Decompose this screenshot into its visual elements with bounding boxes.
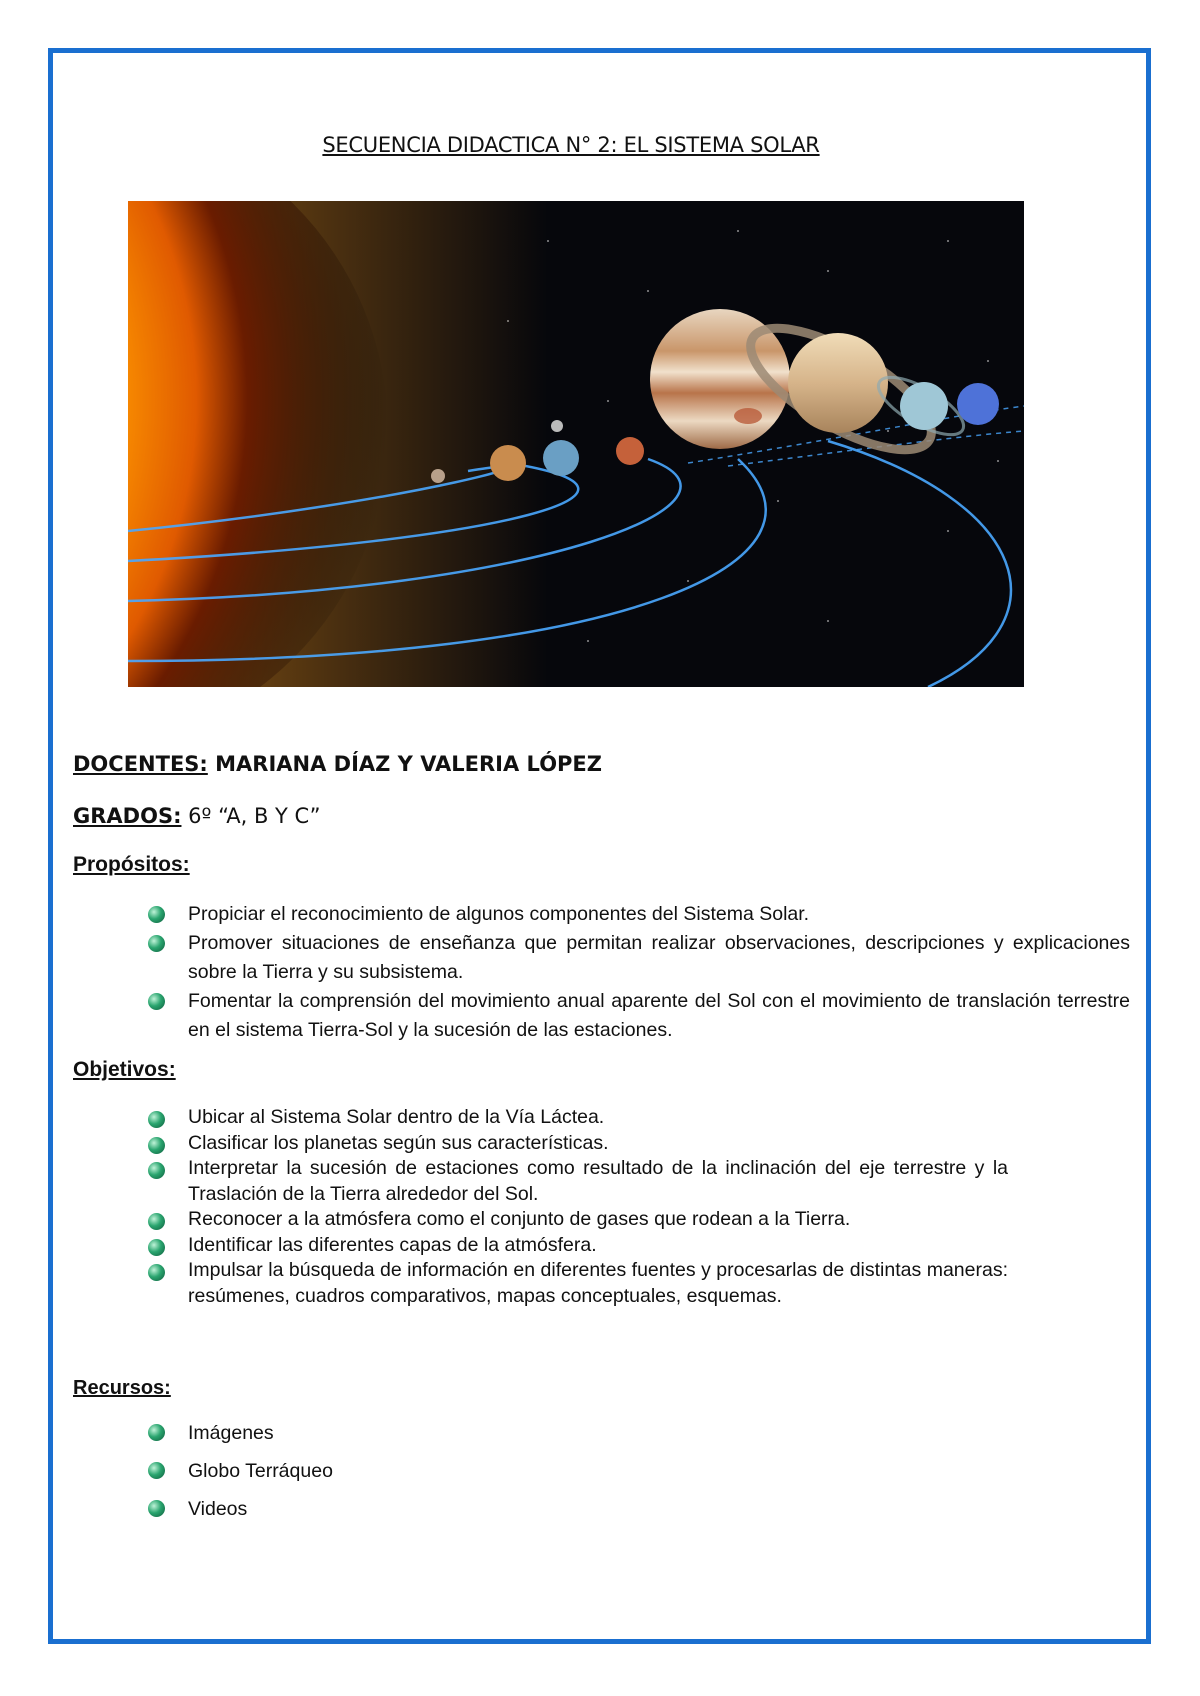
green-globe-bullet-icon <box>148 1162 165 1179</box>
list-item-text: Videos <box>188 1498 248 1520</box>
list-item <box>148 1156 1008 1207</box>
docentes-value: MARIANA DÍAZ Y VALERIA LÓPEZ <box>207 752 603 776</box>
green-globe-bullet-icon <box>148 1213 165 1230</box>
grados-line <box>73 804 320 828</box>
list-item-text: Impulsar la búsqueda de información en diferentes fuentes y procesarlas de distintas maneras: resúmenes, cuadros comparativos, mapas conceptuales, esquemas. <box>188 1259 1008 1307</box>
green-globe-bullet-icon <box>148 1264 165 1281</box>
docentes-label: DOCENTES: <box>73 752 208 776</box>
objetivos-heading: Objetivos: <box>73 1058 176 1081</box>
list-item-text: Reconocer a la atmósfera como el conjunto de gases que rodean a la Tierra. <box>188 1208 851 1230</box>
green-globe-bullet-icon <box>148 1111 165 1128</box>
document-title: SECUENCIA DIDACTICA N° 2: EL SISTEMA SOLAR <box>322 133 820 157</box>
list-item-text: Identificar las diferentes capas de la atmósfera. <box>188 1233 597 1256</box>
grados-label: GRADOS: <box>73 804 182 828</box>
list-item-text: Promover situaciones de enseñanza que permitan realizar observaciones, descripciones y explicaciones sobre la Tierra y su subsistema. <box>188 932 1130 983</box>
green-globe-bullet-icon <box>148 1500 165 1517</box>
list-item <box>148 1131 1008 1157</box>
propositos-heading: Propósitos: <box>73 853 190 876</box>
solar-system-image <box>128 201 1024 687</box>
list-item <box>148 1105 1008 1131</box>
list-item-text: Imágenes <box>188 1422 274 1444</box>
list-item <box>148 1258 1008 1309</box>
list-item-text: Propiciar el reconocimiento de algunos componentes del Sistema Solar. <box>188 903 810 925</box>
recursos-heading: Recursos: <box>73 1377 171 1399</box>
list-item <box>148 1233 1008 1259</box>
list-item <box>148 929 1130 987</box>
grados-value: 6º “A, B Y C” <box>181 804 321 828</box>
list-item <box>148 987 1130 1045</box>
green-globe-bullet-icon <box>148 1239 165 1256</box>
green-globe-bullet-icon <box>148 1462 165 1479</box>
green-globe-bullet-icon <box>148 1137 165 1154</box>
list-item-text: Globo Terráqueo <box>188 1460 333 1482</box>
propositos-list <box>148 900 1130 1045</box>
list-item-text: Clasificar los planetas según sus características. <box>188 1131 609 1154</box>
list-item-text: Ubicar al Sistema Solar dentro de la Vía Láctea. <box>188 1106 605 1128</box>
list-item-text: Fomentar la comprensión del movimiento anual aparente del Sol con el movimiento de translación terrestre en el sistema Tierra-Sol y la sucesión de las estaciones. <box>188 990 1130 1041</box>
list-item <box>148 900 1130 929</box>
recursos-list <box>148 1414 848 1528</box>
list-item <box>148 1414 848 1452</box>
list-item-text: Interpretar la sucesión de estaciones como resultado de la inclinación del eje terrestre y la Traslación de la Tierra alrededor del Sol. <box>188 1157 1008 1205</box>
green-globe-bullet-icon <box>148 906 165 923</box>
list-item <box>148 1452 848 1490</box>
objetivos-list <box>148 1105 1008 1309</box>
green-globe-bullet-icon <box>148 935 165 952</box>
green-globe-bullet-icon <box>148 1424 165 1441</box>
docentes-line <box>73 752 602 776</box>
green-globe-bullet-icon <box>148 993 165 1010</box>
list-item <box>148 1490 848 1528</box>
list-item <box>148 1207 1008 1233</box>
